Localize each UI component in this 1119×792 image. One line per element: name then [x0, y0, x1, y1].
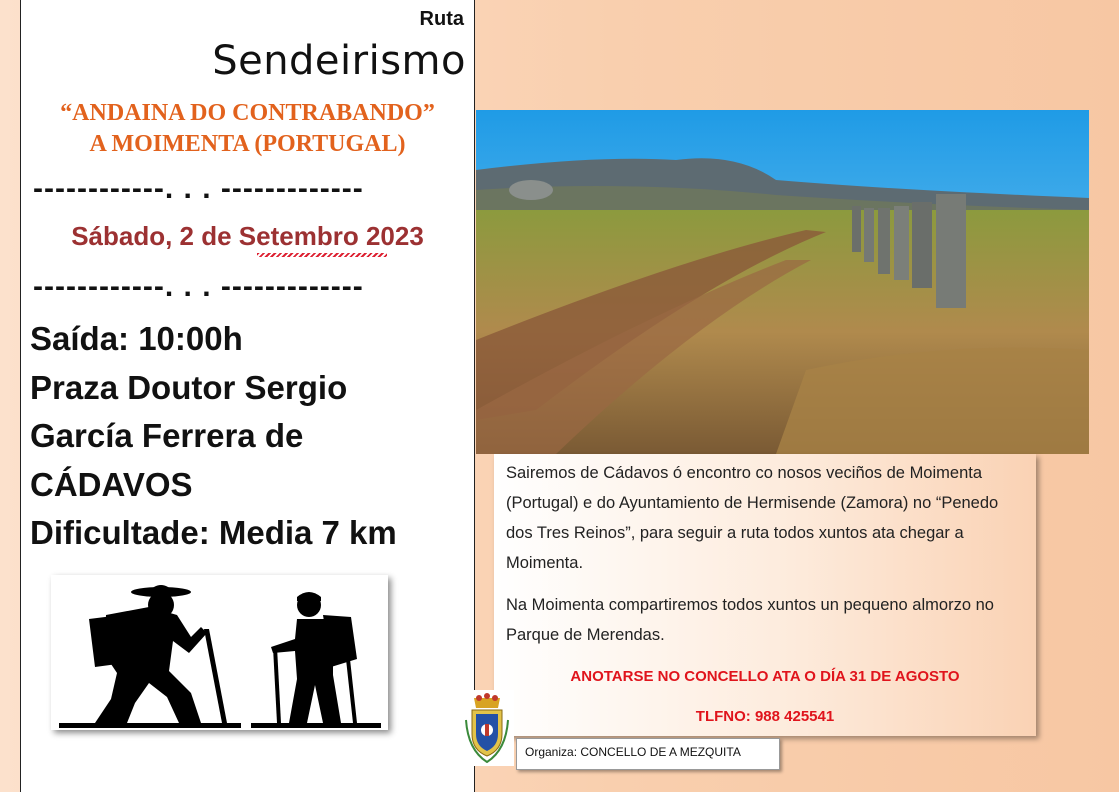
landscape-photo [476, 110, 1089, 454]
hikers-image [51, 575, 388, 730]
crest-box [460, 690, 514, 766]
sendeirismo-heading: Sendeirismo [212, 38, 466, 84]
event-title-line1: “ANDAINA DO CONTRABANDO” [60, 100, 435, 126]
meeting-place-line3: CÁDAVOS [30, 466, 193, 503]
event-title-line2: A MOIMENTA (PORTUGAL) [89, 131, 406, 157]
phone-number: TLFNO: 988 425541 [695, 708, 835, 725]
description-paragraph-2: Na Moimenta compartiremos todos xuntos un pequeno almorzo no Parque de Merendas. [506, 596, 994, 644]
landscape-photo-graphic [476, 110, 1089, 454]
divider-bottom: ------------. . . ------------- [33, 270, 364, 303]
ruta-label: Ruta [419, 8, 464, 30]
organizer-text: Organiza: CONCELLO DE A MEZQUITA [525, 745, 741, 759]
meeting-place-line1: Praza Doutor Sergio [30, 369, 348, 406]
divider-top: ------------. . . ------------- [33, 172, 364, 205]
description-box [494, 454, 1036, 736]
left-panel [20, 0, 475, 792]
difficulty-info: Dificultade: Media 7 km [30, 514, 397, 551]
coat-of-arms-icon [460, 690, 514, 766]
event-date: Sábado, 2 de Setembro 2023 [71, 221, 424, 251]
meeting-place-line2: García Ferrera de [30, 417, 304, 454]
hikers-silhouette-icon [51, 575, 388, 730]
description-paragraph-1: Sairemos de Cádavos ó encontro co nosos veciños de Moimenta (Portugal) e do Ayuntamiento de Hermisende (Zamora) no “Penedo dos Tres Reinos”, para seguir a ruta todos xuntos ata chegar a Moimenta. [506, 464, 999, 572]
departure-time: Saída: 10:00h [30, 320, 243, 357]
signup-notice: ANOTARSE NO CONCELLO ATA O DÍA 31 DE AGOSTO [570, 668, 960, 685]
spellcheck-underline [257, 253, 387, 257]
organizer-box [516, 738, 780, 770]
